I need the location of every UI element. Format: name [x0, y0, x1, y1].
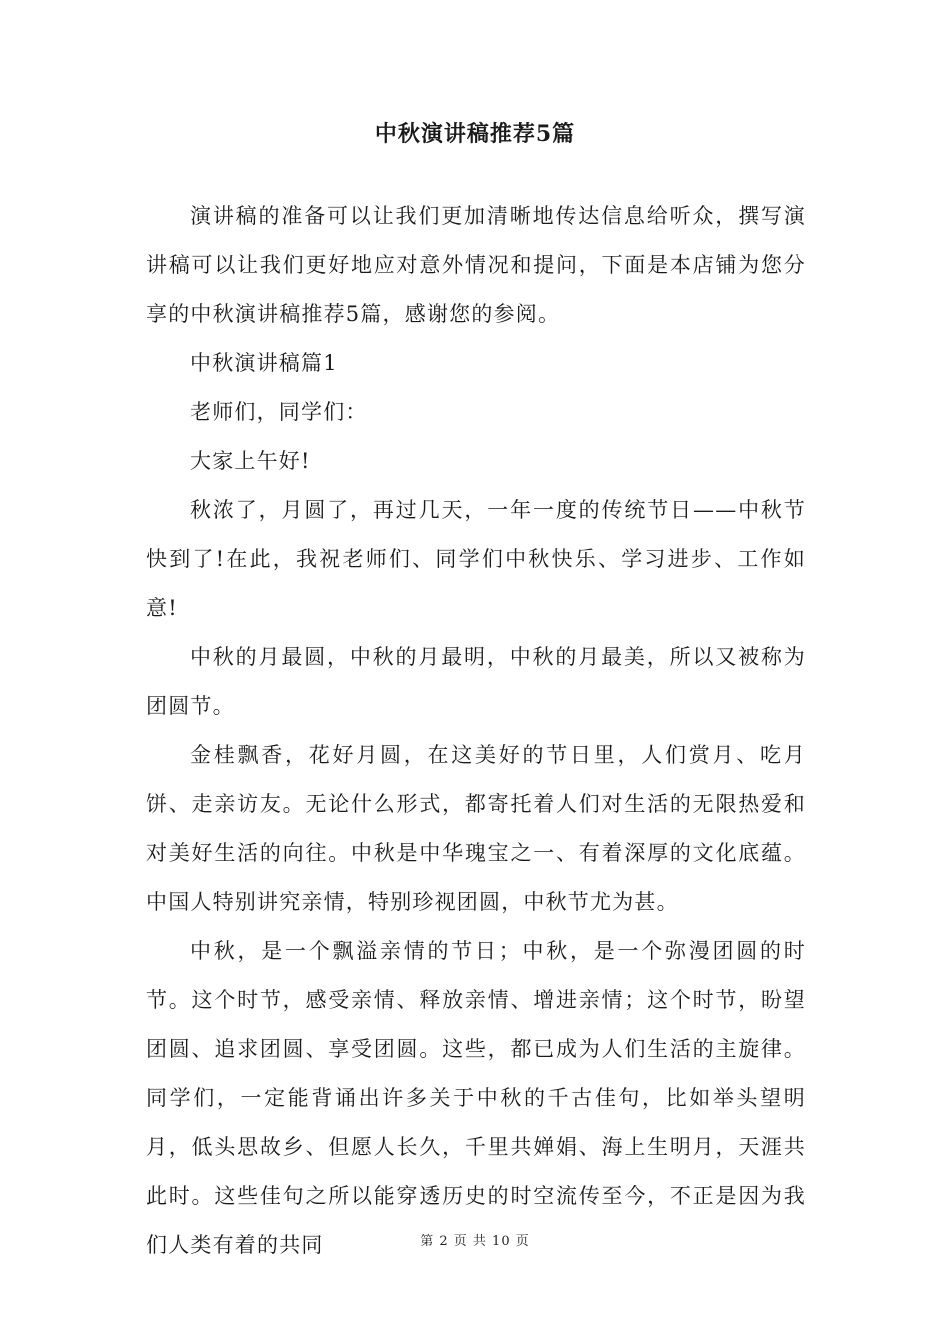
section-heading: 中秋演讲稿篇1 — [190, 351, 338, 375]
paragraph: 中秋的月最圆，中秋的月最明，中秋的月最美，所以又被称为团圆节。 — [146, 645, 806, 718]
paragraph: 秋浓了，月圆了，再过几天，一年一度的传统节日——中秋节快到了!在此，我祝老师们、同学们中秋快乐、学习进步、工作如意! — [146, 498, 806, 620]
paragraph-salutation: 老师们，同学们： — [190, 400, 368, 424]
paragraph: 中秋，是一个飘溢亲情的节日；中秋，是一个弥漫团圆的时节。这个时节，感受亲情、释放亲情、增进亲情；这个时节，盼望团圆、追求团圆、享受团圆。这些，都已成为人们生活的主旋律。同学们，一定能背诵出许多关于中秋的千古佳句，比如举头望明月，低头思故乡、但愿人长久，千里共婵娟、海上生明月，天涯共此时。这些佳句之所以能穿透历史的时空流传至今，不正是因为我们人类有着的共同 — [146, 939, 806, 1257]
page-number-footer: 第 2 页 共 10 页 — [420, 1234, 530, 1249]
paragraph: 金桂飘香，花好月圆，在这美好的节日里，人们赏月、吃月饼、走亲访友。无论什么形式，都寄托着人们对生活的无限热爱和对美好生活的向往。中秋是中华瑰宝之一、有着深厚的文化底蕴。中国人特别讲究亲情，特别珍视团圆，中秋节尤为甚。 — [146, 743, 806, 914]
document-title: 中秋演讲稿推荐5篇 — [374, 121, 576, 147]
paragraph-intro: 演讲稿的准备可以让我们更加清晰地传达信息给听众，撰写演讲稿可以让我们更好地应对意外情况和提问，下面是本店铺为您分享的中秋演讲稿推荐5篇，感谢您的参阅。 — [146, 204, 806, 326]
paragraph-greeting: 大家上午好! — [190, 449, 311, 473]
document-body — [146, 192, 806, 1270]
